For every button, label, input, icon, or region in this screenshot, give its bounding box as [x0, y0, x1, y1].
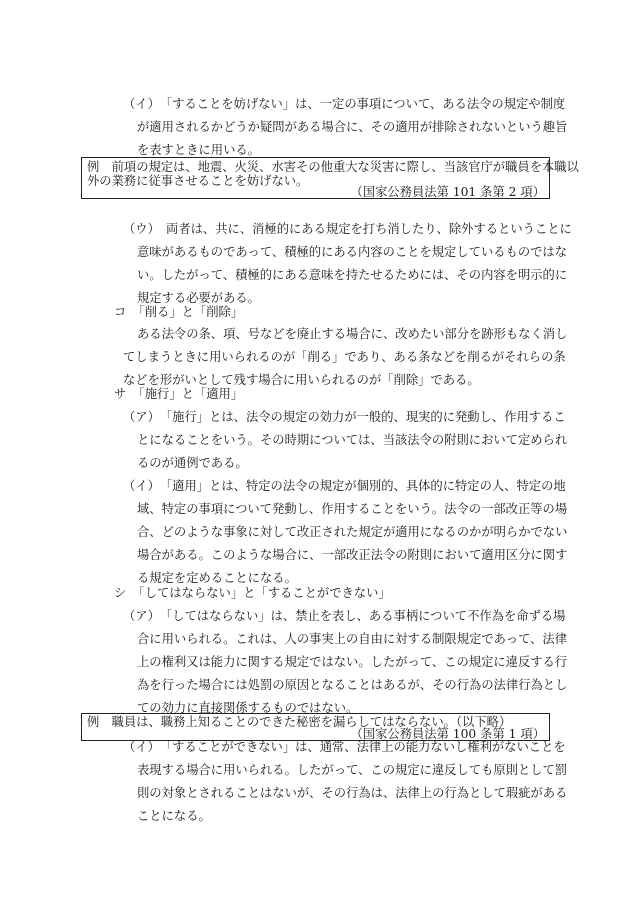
shi-a-line-3: 上の権利又は能力に関する規定ではない。したがって、この規定に違反する行	[137, 655, 568, 669]
example-1-line-1: 例 前項の規定は、地震、火災、水害その他重大な災害に際し、当該官庁が職員を本職以	[87, 160, 579, 174]
shi-heading: シ 「してはならない」と「することができない」	[114, 586, 391, 600]
paragraph-u-line-4: 規定する必要がある。	[137, 291, 260, 305]
example-box-1	[81, 157, 579, 199]
final-i-line-4: ことになる。	[137, 809, 211, 823]
sa-i-line-2: 域、特定の事項について発動し、作用することをいう。法令の一部改正等の場	[137, 502, 568, 516]
paragraph-i-line-2: が適用されるかどうか疑問がある場合に、その適用が排除されないという趣旨	[137, 120, 568, 134]
final-i-line-2: 表現する場合に用いられる。したがって、この規定に違反しても原則として罰	[137, 763, 568, 777]
example-box-2	[81, 713, 550, 741]
paragraph-u-line-3: い。したがって、積極的にある意味を持たせるためには、その内容を明示的に	[137, 268, 568, 282]
ko-line-2: てしまうときに用いられるのが「削る」であり、ある条などを削るがそれらの条	[123, 350, 566, 364]
ko-line-1: ある法令の条、項、号などを廃止する場合に、改めたい部分を跡形もなく消し	[137, 327, 568, 341]
example-2-line: 例 職員は、職務上知ることのできた秘密を漏らしてはならない。（以下略）	[87, 715, 512, 729]
example-1-line-2: 外の業務に従事させることを妨げない。	[87, 174, 309, 188]
paragraph-u-line-1: （ウ） 両者は、共に、消極的にある規定を打ち消したり、除外するということに	[123, 222, 572, 236]
sa-i-line-1: （イ） 「適用」とは、特定の法令の規定が個別的、具体的に特定の人、特定の地	[123, 479, 566, 493]
paragraph-u-line-2: 意味があるものであって、積極的にある内容のことを規定しているものではな	[137, 245, 568, 259]
sa-i-line-4: 場合がある。このような場合に、一部改正法令の附則において適用区分に関す	[137, 548, 568, 562]
sa-a-line-3: るのが通例である。	[137, 456, 248, 470]
sa-heading: サ 「施行」と「適用」	[114, 387, 244, 401]
sa-i-line-5: る規定を定めることになる。	[137, 571, 297, 585]
final-i-line-3: 則の対象とされることはないが、その行為は、法律上の行為として瑕疵がある	[137, 786, 568, 800]
sa-a-line-1: （ア） 「施行」とは、法令の規定の効力が一般的、現実的に発動し、作用するこ	[123, 410, 566, 424]
shi-a-line-1: （ア） 「してはならない」は、禁止を表し、ある事柄について不作為を命ずる場	[123, 609, 566, 623]
ko-heading: コ 「削る」と「削除」	[114, 305, 244, 319]
sa-a-line-2: とになることをいう。その時期については、当該法令の附則において定められ	[137, 433, 568, 447]
example-2-citation: （国家公務員法第 100 条第 1 項）	[350, 727, 545, 741]
shi-a-line-5: ての効力に直接関係するものではない。	[137, 701, 359, 715]
example-1-citation: （国家公務員法第 101 条第 2 項）	[350, 185, 545, 199]
shi-a-line-2: 合に用いられる。これは、人の事実上の自由に対する制限規定であって、法律	[137, 632, 568, 646]
shi-a-line-4: 為を行った場合には処罰の原因となることはあるが、その行為の法律行為とし	[137, 678, 568, 692]
ko-line-3: などを形がいとして残す場合に用いられるのが「削除」である。	[123, 373, 480, 387]
final-i-line-1: （イ） 「することができない」は、通常、法律上の能力ないし権利がないことを	[123, 740, 566, 754]
paragraph-i-line-1: （イ） 「することを妨げない」は、一定の事項について、ある法令の規定や制度	[123, 97, 566, 111]
paragraph-i-line-3: を表すときに用いる。	[137, 143, 260, 157]
sa-i-line-3: 合、どのような事象に対して改正された規定が適用になるのかが明らかでない	[137, 525, 568, 539]
